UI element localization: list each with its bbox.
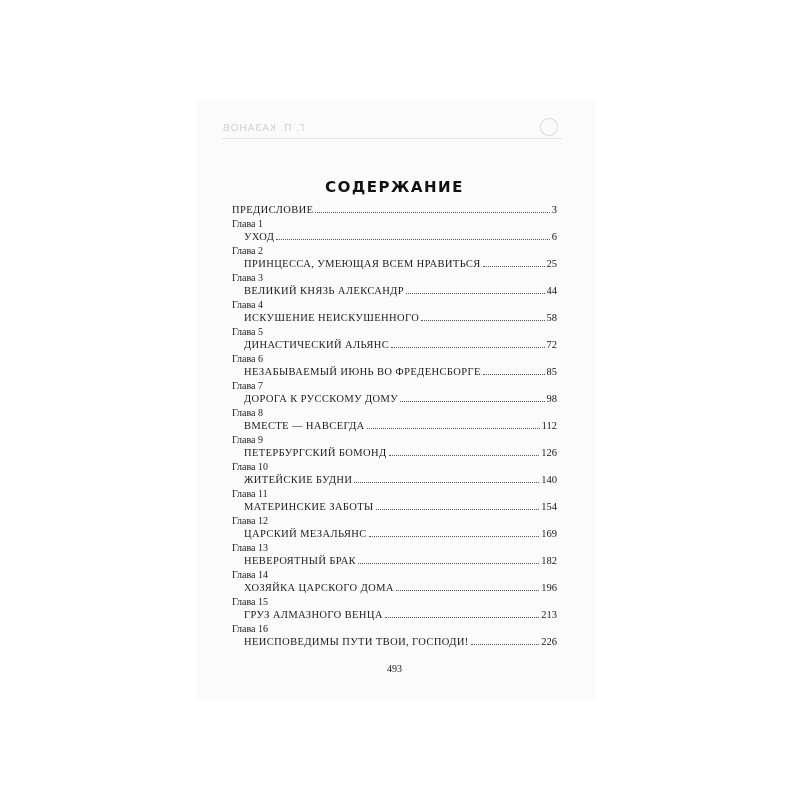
toc-entry-intro	[232, 204, 557, 218]
toc-chapter-label: Глава 8	[232, 407, 263, 419]
toc-chapter-label: Глава 14	[232, 569, 268, 581]
toc-entry	[232, 258, 557, 272]
toc-chapter-label: Глава 1	[232, 218, 263, 230]
toc-entry	[232, 393, 557, 407]
table-of-contents	[232, 204, 557, 650]
dot-leader	[385, 616, 539, 618]
toc-entry-page: 169	[541, 529, 557, 540]
dot-leader	[483, 373, 545, 375]
dot-leader	[391, 346, 544, 348]
toc-entry-page: 25	[546, 259, 557, 270]
toc-entry-title: ХОЗЯЙКА ЦАРСКОГО ДОМА	[244, 583, 394, 594]
toc-entry	[232, 555, 557, 569]
dot-leader	[389, 454, 540, 456]
toc-chapter-label: Глава 7	[232, 380, 263, 392]
toc-entry-title: ДИНАСТИЧЕСКИЙ АЛЬЯНС	[244, 340, 390, 351]
toc-entry-page: 6	[551, 232, 557, 243]
dot-leader	[276, 238, 549, 240]
dot-leader	[376, 508, 540, 510]
bleed-through-rule	[222, 138, 562, 139]
toc-chapter-label: Глава 10	[232, 461, 268, 473]
toc-entry-page: 196	[541, 583, 557, 594]
dot-leader	[367, 427, 540, 429]
toc-entry-title: ЦАРСКИЙ МЕЗАЛЬЯНС	[244, 529, 367, 540]
toc-entry-title: НЕЗАБЫВАЕМЫЙ ИЮНЬ ВО ФРЕДЕНСБОРГЕ	[244, 367, 481, 378]
dot-leader	[369, 535, 540, 537]
toc-entry-title: ГРУЗ АЛМАЗНОГО ВЕНЦА	[244, 610, 383, 621]
toc-chapter-label: Глава 15	[232, 596, 268, 608]
toc-chapter-list	[232, 218, 557, 650]
toc-entry-page: 58	[546, 313, 557, 324]
toc-entry-title: НЕВЕРОЯТНЫЙ БРАК	[244, 556, 357, 567]
toc-entry	[232, 285, 557, 299]
dot-leader	[315, 211, 549, 213]
toc-entry-page: 182	[541, 556, 557, 567]
toc-entry	[232, 339, 557, 353]
toc-chapter-label: Глава 5	[232, 326, 263, 338]
bleed-through-ornament-icon	[540, 118, 558, 136]
toc-entry-title: ИСКУШЕНИЕ НЕИСКУШЕННОГО	[244, 313, 420, 324]
dot-leader	[471, 643, 540, 645]
toc-entry-page: 226	[541, 637, 557, 648]
bleed-through-header: Г. П. КАЗАНОВ	[222, 123, 305, 134]
toc-entry-page: 112	[541, 421, 557, 432]
toc-entry-title: ВМЕСТЕ — НАВСЕГДА	[244, 421, 365, 432]
toc-entry	[232, 582, 557, 596]
toc-entry-title: ПЕТЕРБУРГСКИЙ БОМОНД	[244, 448, 387, 459]
dot-leader	[358, 562, 539, 564]
toc-entry	[232, 501, 557, 515]
toc-entry-page: 85	[546, 367, 557, 378]
toc-entry-page: 126	[541, 448, 557, 459]
toc-entry-title: ЖИТЕЙСКИЕ БУДНИ	[244, 475, 353, 486]
toc-entry	[232, 609, 557, 623]
toc-entry-title: ДОРОГА К РУССКОМУ ДОМУ	[244, 394, 399, 405]
toc-entry	[232, 447, 557, 461]
toc-entry-page: 98	[546, 394, 557, 405]
dot-leader	[421, 319, 544, 321]
toc-chapter-label: Глава 12	[232, 515, 268, 527]
toc-entry-title: ПРЕДИСЛОВИЕ	[232, 205, 314, 216]
toc-entry-title: УХОД	[244, 232, 275, 243]
toc-chapter-label: Глава 6	[232, 353, 263, 365]
toc-chapter-label: Глава 9	[232, 434, 263, 446]
toc-entry	[232, 528, 557, 542]
toc-chapter-label: Глава 2	[232, 245, 263, 257]
toc-chapter-label: Глава 13	[232, 542, 268, 554]
toc-entry	[232, 366, 557, 380]
toc-chapter-label: Глава 4	[232, 299, 263, 311]
dot-leader	[406, 292, 545, 294]
toc-entry-title: НЕИСПОВЕДИМЫ ПУТИ ТВОИ, ГОСПОДИ!	[244, 637, 469, 648]
toc-entry	[232, 231, 557, 245]
toc-entry	[232, 636, 557, 650]
toc-entry-page: 72	[546, 340, 557, 351]
dot-leader	[354, 481, 539, 483]
toc-entry-page: 154	[541, 502, 557, 513]
toc-entry	[232, 420, 557, 434]
toc-entry-page: 140	[541, 475, 557, 486]
toc-entry	[232, 474, 557, 488]
toc-entry-page: 3	[551, 205, 557, 216]
toc-entry-title: МАТЕРИНСКИЕ ЗАБОТЫ	[244, 502, 374, 513]
page-title: СОДЕРЖАНИЕ	[325, 178, 464, 196]
dot-leader	[400, 400, 544, 402]
page-number: 493	[387, 664, 402, 675]
toc-chapter-label: Глава 16	[232, 623, 268, 635]
dot-leader	[396, 589, 539, 591]
toc-entry-page: 44	[546, 286, 557, 297]
toc-chapter-label: Глава 11	[232, 488, 268, 500]
toc-entry-title: ПРИНЦЕССА, УМЕЮЩАЯ ВСЕМ НРАВИТЬСЯ	[244, 259, 481, 270]
toc-entry	[232, 312, 557, 326]
dot-leader	[483, 265, 545, 267]
toc-entry-page: 213	[541, 610, 557, 621]
toc-chapter-label: Глава 3	[232, 272, 263, 284]
toc-entry-title: ВЕЛИКИЙ КНЯЗЬ АЛЕКСАНДР	[244, 286, 404, 297]
